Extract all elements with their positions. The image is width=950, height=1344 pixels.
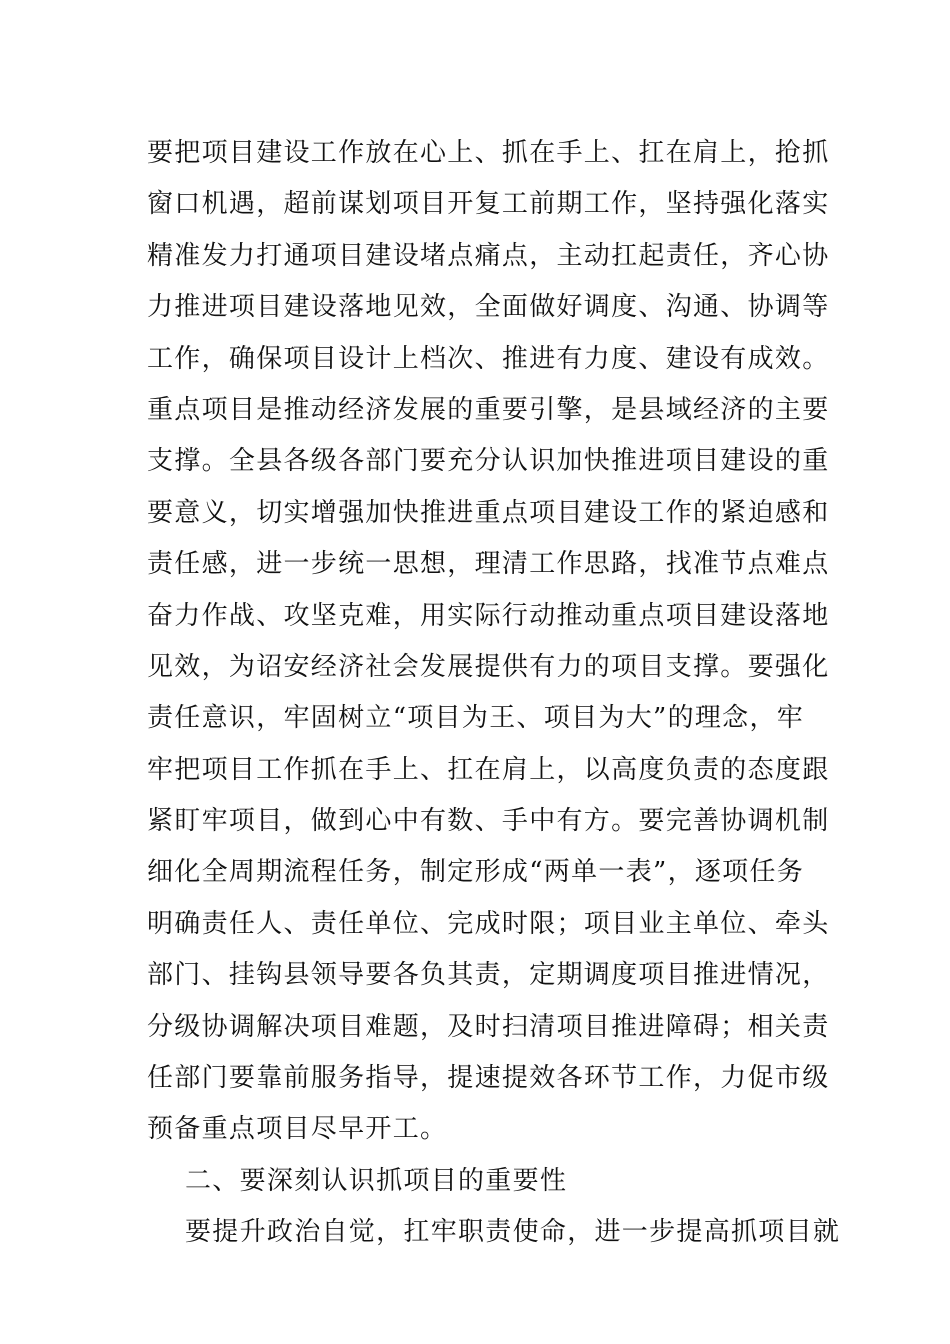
text-line: 精准发力打通项目建设堵点痛点，主动扛起责任，齐心协: [147, 240, 830, 271]
text-line: 责任意识，牢固树立“项目为王、项目为大”的理念，牢: [147, 703, 805, 734]
text-line: 紧盯牢项目，做到心中有数、手中有方。要完善协调机制: [147, 806, 830, 837]
text-line: 奋力作战、攻坚克难，用实际行动推动重点项目建设落地: [147, 600, 830, 631]
text-line: 牢把项目工作抓在手上、扛在肩上，以高度负责的态度跟: [147, 754, 830, 785]
text-line: 要意义，切实增强加快推进重点项目建设工作的紧迫感和: [147, 497, 830, 528]
text-line: 明确责任人、责任单位、完成时限；项目业主单位、牵头: [147, 908, 830, 939]
text-line: 窗口机遇，超前谋划项目开复工前期工作，坚持强化落实: [147, 189, 830, 220]
text-line: 力推进项目建设落地见效，全面做好调度、沟通、协调等: [147, 292, 830, 323]
text-line: 任部门要靠前服务指导，提速提效各环节工作，力促市级: [147, 1063, 830, 1094]
section-heading: 二、要深刻认识抓项目的重要性: [185, 1165, 568, 1196]
text-line: 预备重点项目尽早开工。: [147, 1114, 448, 1145]
text-line: 工作，确保项目设计上档次、推进有力度、建设有成效。: [147, 343, 830, 374]
paragraph-start-line: 要提升政治自觉，扛牢职责使命，进一步提高抓项目就: [185, 1217, 841, 1248]
text-line: 细化全周期流程任务，制定形成“两单一表”，逐项任务: [147, 857, 805, 888]
text-line: 部门、挂钩县领导要各负其责，定期调度项目推进情况，: [147, 960, 830, 991]
text-line: 要把项目建设工作放在心上、抓在手上、扛在肩上，抢抓: [147, 138, 830, 168]
text-line: 见效，为诏安经济社会发展提供有力的项目支撑。要强化: [147, 651, 830, 682]
text-line: 重点项目是推动经济发展的重要引擎，是县域经济的主要: [147, 394, 830, 425]
text-line: 责任感，进一步统一思想，理清工作思路，找准节点难点: [147, 549, 830, 580]
text-line: 分级协调解决项目难题，及时扫清项目推进障碍；相关责: [147, 1011, 830, 1042]
text-line: 支撑。全县各级各部门要充分认识加快推进项目建设的重: [147, 446, 830, 477]
body-text: [147, 128, 841, 1259]
